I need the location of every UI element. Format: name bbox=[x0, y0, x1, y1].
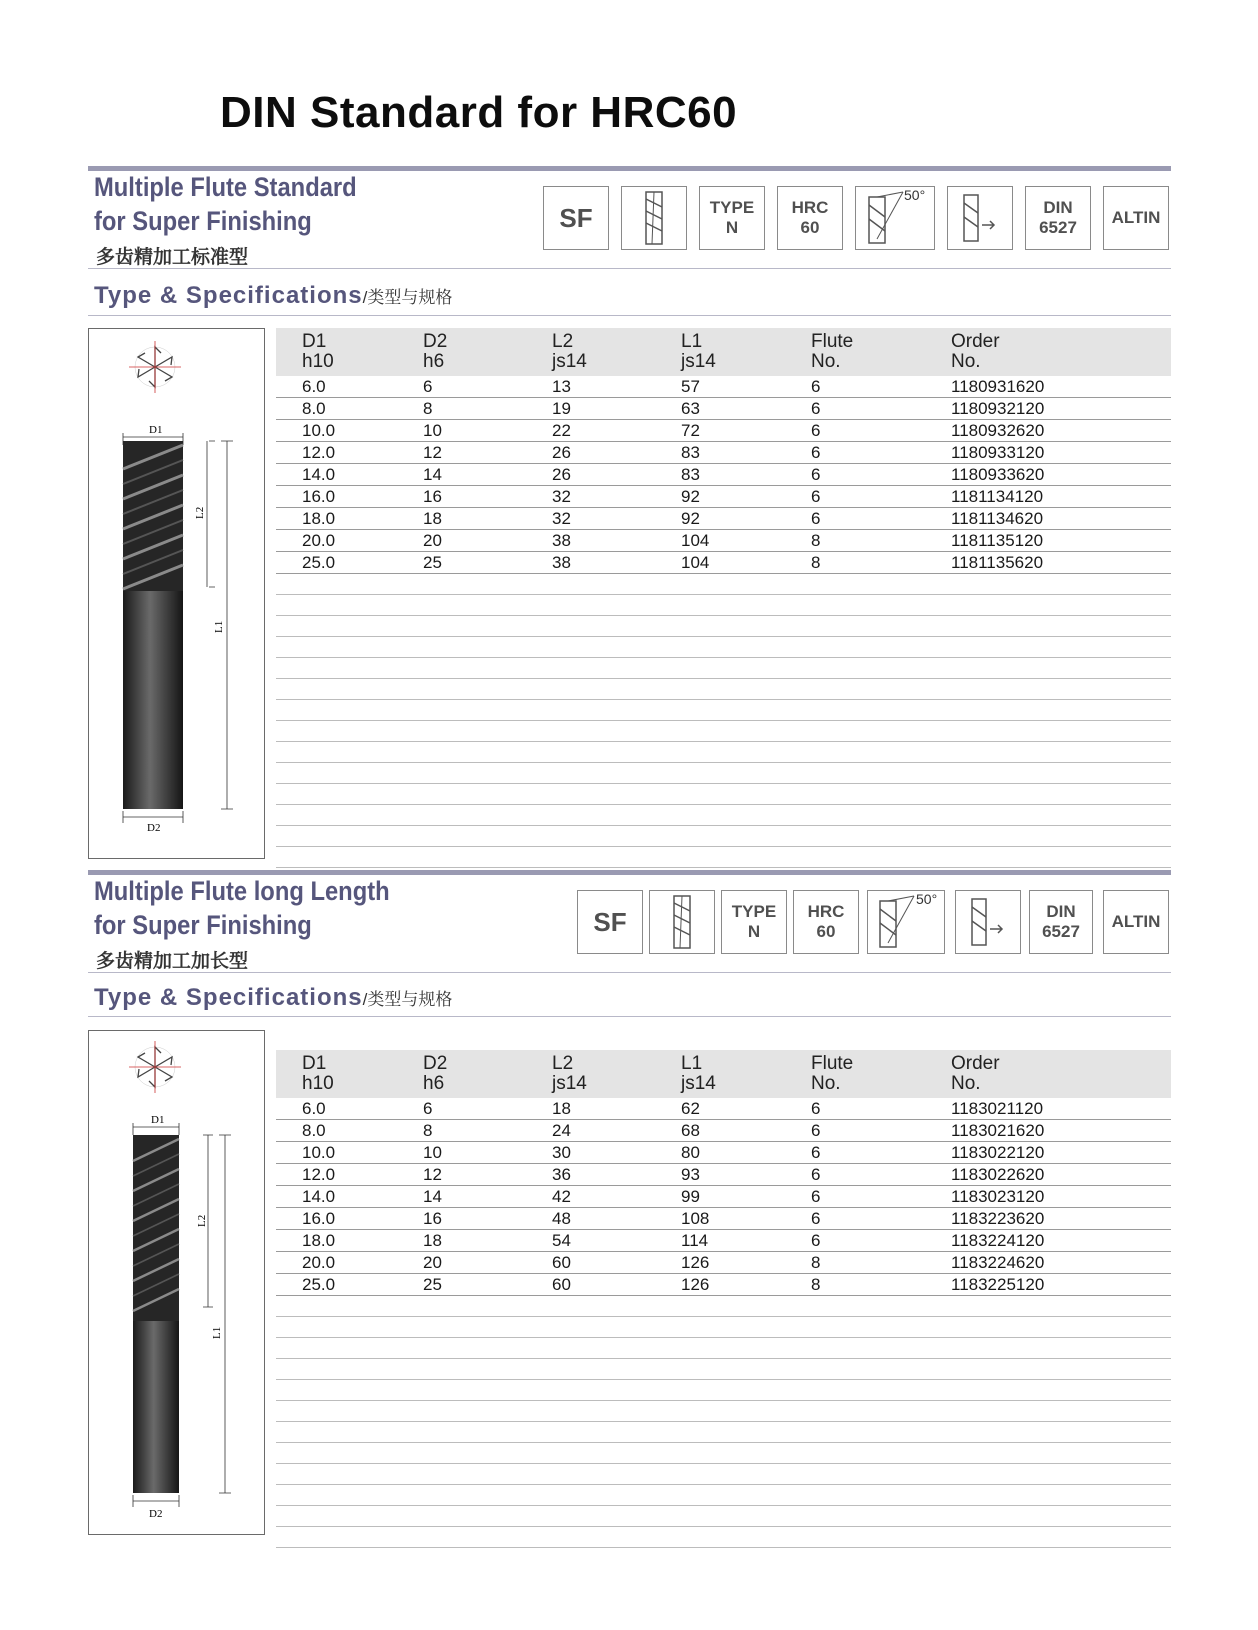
table-cell: 6 bbox=[811, 421, 821, 440]
header-flute-no: No. bbox=[811, 1073, 841, 1094]
table-cell: 38 bbox=[552, 531, 571, 550]
header-l1: L1 bbox=[681, 1053, 703, 1074]
dim-l2-label: L2 bbox=[194, 506, 206, 519]
center-cutting-icon bbox=[947, 186, 1013, 250]
table-cell: 8 bbox=[811, 1253, 821, 1272]
table-cell: 1181134120 bbox=[951, 487, 1044, 506]
table-cell: 6 bbox=[811, 465, 821, 484]
spec-title-en: Type & Specifications bbox=[94, 282, 363, 309]
table-row bbox=[276, 442, 1171, 464]
table-cell: 68 bbox=[681, 1121, 700, 1140]
table-header bbox=[276, 328, 1171, 376]
table-cell: 12 bbox=[423, 1165, 442, 1184]
table-cell: 36 bbox=[552, 1165, 571, 1184]
divider bbox=[88, 1016, 1171, 1017]
empty-row bbox=[276, 616, 1171, 637]
table-row bbox=[276, 1098, 1171, 1120]
table-row bbox=[276, 398, 1171, 420]
table-cell: 32 bbox=[552, 487, 571, 506]
badge-din-value: 6527 bbox=[1039, 218, 1077, 237]
table-cell: 20 bbox=[423, 1253, 442, 1272]
empty-row bbox=[276, 1296, 1171, 1317]
table-row bbox=[276, 530, 1171, 552]
table-cell: 1183022620 bbox=[951, 1165, 1045, 1184]
table-cell: 72 bbox=[681, 421, 700, 440]
table-cell: 6 bbox=[811, 1121, 821, 1140]
badge-type-value: N bbox=[747, 922, 761, 941]
table-row bbox=[276, 1142, 1171, 1164]
dim-l2-label: L2 bbox=[196, 1214, 208, 1227]
header-l2-tol: js14 bbox=[552, 351, 587, 372]
table-row bbox=[276, 508, 1171, 530]
section-title-line1: Multiple Flute Standard bbox=[94, 172, 357, 202]
table-row bbox=[276, 552, 1171, 574]
empty-row bbox=[276, 637, 1171, 658]
table-cell: 8 bbox=[811, 553, 821, 572]
empty-row bbox=[276, 574, 1171, 595]
page-title: DIN Standard for HRC60 bbox=[220, 88, 738, 137]
empty-row bbox=[276, 847, 1171, 868]
table-cell: 16 bbox=[423, 1209, 442, 1228]
table-row bbox=[276, 1230, 1171, 1252]
empty-row bbox=[276, 721, 1171, 742]
helix-angle-label: 50° bbox=[916, 891, 938, 907]
badge-hrc-label: HRC bbox=[791, 198, 829, 217]
dim-d1-label: D1 bbox=[151, 1114, 165, 1126]
empty-row bbox=[276, 805, 1171, 826]
table-row bbox=[276, 1164, 1171, 1186]
section-title-line2: for Super Finishing bbox=[94, 910, 312, 940]
table-cell: 26 bbox=[552, 443, 571, 462]
empty-row bbox=[276, 1401, 1171, 1422]
table-cell: 19 bbox=[552, 399, 571, 418]
table-body bbox=[276, 376, 1171, 574]
table-cell: 12.0 bbox=[302, 1165, 336, 1184]
table-cell: 6 bbox=[811, 377, 821, 396]
table-cell: 1183021620 bbox=[951, 1121, 1045, 1140]
header-order-no: No. bbox=[951, 1073, 981, 1094]
badge-hrc bbox=[793, 890, 859, 954]
table-cell: 6 bbox=[811, 1099, 821, 1118]
table-row bbox=[276, 486, 1171, 508]
table-cell: 25.0 bbox=[302, 1275, 336, 1294]
helix-angle-icon bbox=[855, 186, 935, 250]
end-mill-drawing bbox=[89, 329, 264, 858]
table-cell: 14.0 bbox=[302, 1187, 336, 1206]
table-cell: 20 bbox=[423, 531, 442, 550]
table-row bbox=[276, 464, 1171, 486]
badge-hrc-label: HRC bbox=[807, 902, 845, 921]
table-cell: 8 bbox=[811, 1275, 821, 1294]
table-cell: 8.0 bbox=[302, 399, 326, 418]
table-cell: 104 bbox=[681, 553, 710, 572]
table-cell: 14 bbox=[423, 1187, 442, 1206]
table-row bbox=[276, 1274, 1171, 1296]
table-cell: 16 bbox=[423, 487, 442, 506]
table-cell: 25 bbox=[423, 553, 442, 572]
spec-table bbox=[276, 1050, 1171, 1548]
table-cell: 14 bbox=[423, 465, 442, 484]
table-cell: 6 bbox=[811, 1231, 821, 1250]
table-header bbox=[276, 1050, 1171, 1098]
table-cell: 10 bbox=[423, 421, 442, 440]
badge-coating: ALTIN bbox=[1103, 186, 1169, 250]
empty-row bbox=[276, 658, 1171, 679]
table-cell: 32 bbox=[552, 509, 571, 528]
badge-type-label: TYPE bbox=[731, 902, 777, 921]
table-cell: 1181135120 bbox=[951, 531, 1044, 550]
empty-row bbox=[276, 700, 1171, 721]
table-cell: 24 bbox=[552, 1121, 571, 1140]
helix-angle-label: 50° bbox=[904, 187, 926, 203]
section-title-line1: Multiple Flute long Length bbox=[94, 876, 390, 906]
header-d2-tol: h6 bbox=[423, 351, 445, 372]
header-d2: D2 bbox=[423, 331, 448, 352]
table-cell: 25 bbox=[423, 1275, 442, 1294]
table-cell: 10 bbox=[423, 1143, 442, 1162]
spec-title-cn: /类型与规格 bbox=[362, 990, 453, 1009]
section-title-cn: 多齿精加工标准型 bbox=[96, 247, 249, 268]
table-cell: 18 bbox=[423, 509, 442, 528]
header-d2-tol: h6 bbox=[423, 1073, 445, 1094]
header-l1: L1 bbox=[681, 331, 703, 352]
empty-row bbox=[276, 595, 1171, 616]
empty-row bbox=[276, 1317, 1171, 1338]
table-cell: 18.0 bbox=[302, 1231, 336, 1250]
badge-type bbox=[721, 890, 787, 954]
badge-din bbox=[1025, 186, 1091, 250]
empty-row bbox=[276, 784, 1171, 805]
table-cell: 48 bbox=[552, 1209, 571, 1228]
empty-row bbox=[276, 1422, 1171, 1443]
empty-row bbox=[276, 763, 1171, 784]
end-mill-icon bbox=[649, 890, 715, 954]
spec-title-cn: /类型与规格 bbox=[362, 288, 453, 307]
table-cell: 1180933620 bbox=[951, 465, 1045, 484]
table-cell: 16.0 bbox=[302, 487, 336, 506]
table-cell: 6 bbox=[423, 1099, 433, 1118]
header-order-no: No. bbox=[951, 351, 981, 372]
empty-row bbox=[276, 1464, 1171, 1485]
empty-row bbox=[276, 1485, 1171, 1506]
badge-type bbox=[699, 186, 765, 250]
table-cell: 42 bbox=[552, 1187, 571, 1206]
spec-title bbox=[94, 282, 452, 310]
table-row bbox=[276, 1120, 1171, 1142]
header-d2: D2 bbox=[423, 1053, 448, 1074]
empty-row bbox=[276, 1380, 1171, 1401]
table-empty-rows bbox=[276, 574, 1171, 868]
badge-hrc-value: 60 bbox=[800, 218, 820, 237]
table-cell: 16.0 bbox=[302, 1209, 336, 1228]
table-cell: 6.0 bbox=[302, 1099, 326, 1118]
empty-row bbox=[276, 1527, 1171, 1548]
table-cell: 60 bbox=[552, 1253, 571, 1272]
header-flute: Flute bbox=[811, 331, 854, 352]
table-cell: 25.0 bbox=[302, 553, 336, 572]
table-cell: 18 bbox=[552, 1099, 571, 1118]
empty-row bbox=[276, 826, 1171, 847]
table-cell: 126 bbox=[681, 1275, 710, 1294]
table-cell: 108 bbox=[681, 1209, 710, 1228]
table-cell: 1183224620 bbox=[951, 1253, 1045, 1272]
table-cell: 57 bbox=[681, 377, 700, 396]
end-mill-drawing bbox=[89, 1031, 264, 1534]
table-cell: 8 bbox=[423, 1121, 433, 1140]
table-cell: 8 bbox=[811, 531, 821, 550]
table-cell: 92 bbox=[681, 487, 700, 506]
table-cell: 114 bbox=[681, 1231, 709, 1250]
table-cell: 6 bbox=[811, 443, 821, 462]
table-cell: 1183225120 bbox=[951, 1275, 1045, 1294]
empty-row bbox=[276, 742, 1171, 763]
empty-row bbox=[276, 1359, 1171, 1380]
divider bbox=[88, 972, 1171, 973]
table-cell: 10.0 bbox=[302, 421, 336, 440]
table-cell: 1183021120 bbox=[951, 1099, 1044, 1118]
table-cell: 60 bbox=[552, 1275, 571, 1294]
table-cell: 6 bbox=[423, 377, 433, 396]
table-cell: 1183223620 bbox=[951, 1209, 1045, 1228]
badge-hrc bbox=[777, 186, 843, 250]
header-flute-no: No. bbox=[811, 351, 841, 372]
tool-drawing bbox=[88, 1030, 265, 1535]
table-cell: 6 bbox=[811, 1209, 821, 1228]
center-cutting-icon bbox=[955, 890, 1021, 954]
spec-title-en: Type & Specifications bbox=[94, 984, 363, 1011]
spec-table bbox=[276, 328, 1171, 868]
empty-row bbox=[276, 679, 1171, 700]
table-cell: 54 bbox=[552, 1231, 571, 1250]
table-cell: 93 bbox=[681, 1165, 700, 1184]
dim-l1-label: L1 bbox=[213, 620, 225, 633]
table-empty-rows bbox=[276, 1296, 1171, 1548]
badge-sf: SF bbox=[577, 890, 643, 954]
header-d1: D1 bbox=[302, 331, 327, 352]
empty-row bbox=[276, 1443, 1171, 1464]
badge-coating: ALTIN bbox=[1103, 890, 1169, 954]
table-cell: 1180932620 bbox=[951, 421, 1045, 440]
table-cell: 6 bbox=[811, 1143, 821, 1162]
badge-din-value: 6527 bbox=[1042, 922, 1080, 941]
header-l2: L2 bbox=[552, 1053, 574, 1074]
table-cell: 8.0 bbox=[302, 1121, 326, 1140]
table-cell: 1180931620 bbox=[951, 377, 1045, 396]
table-cell: 6 bbox=[811, 1187, 821, 1206]
table-cell: 104 bbox=[681, 531, 710, 550]
table-cell: 26 bbox=[552, 465, 571, 484]
section-title-cn: 多齿精加工加长型 bbox=[96, 951, 249, 972]
dim-l1-label: L1 bbox=[211, 1326, 223, 1339]
table-cell: 18 bbox=[423, 1231, 442, 1250]
table-cell: 6 bbox=[811, 487, 821, 506]
table-cell: 62 bbox=[681, 1099, 700, 1118]
badge-sf: SF bbox=[543, 186, 609, 250]
end-mill-icon bbox=[621, 186, 687, 250]
table-cell: 126 bbox=[681, 1253, 710, 1272]
badge-din-label: DIN bbox=[1046, 902, 1076, 921]
table-row bbox=[276, 1186, 1171, 1208]
header-d1-tol: h10 bbox=[302, 1073, 334, 1094]
table-cell: 38 bbox=[552, 553, 571, 572]
table-row bbox=[276, 376, 1171, 398]
dim-d1-label: D1 bbox=[149, 424, 163, 436]
table-cell: 83 bbox=[681, 443, 700, 462]
table-cell: 99 bbox=[681, 1187, 700, 1206]
header-d1-tol: h10 bbox=[302, 351, 334, 372]
dim-d2-label: D2 bbox=[149, 1508, 163, 1520]
table-cell: 8 bbox=[423, 399, 433, 418]
section-title-line2: for Super Finishing bbox=[94, 206, 312, 236]
header-l2-tol: js14 bbox=[552, 1073, 587, 1094]
table-cell: 12.0 bbox=[302, 443, 336, 462]
table-cell: 83 bbox=[681, 465, 700, 484]
empty-row bbox=[276, 1338, 1171, 1359]
spec-title bbox=[94, 984, 452, 1012]
table-cell: 6 bbox=[811, 399, 821, 418]
table-row bbox=[276, 1252, 1171, 1274]
header-l2: L2 bbox=[552, 331, 574, 352]
table-cell: 20.0 bbox=[302, 1253, 336, 1272]
table-cell: 80 bbox=[681, 1143, 700, 1162]
badge-din-label: DIN bbox=[1043, 198, 1073, 217]
badge-type-value: N bbox=[725, 218, 739, 237]
header-l1-tol: js14 bbox=[681, 351, 716, 372]
badge-type-label: TYPE bbox=[709, 198, 755, 217]
header-l1-tol: js14 bbox=[681, 1073, 716, 1094]
table-cell: 1180932120 bbox=[951, 399, 1045, 418]
table-cell: 92 bbox=[681, 509, 700, 528]
table-cell: 6.0 bbox=[302, 377, 326, 396]
table-cell: 1181135620 bbox=[951, 553, 1044, 572]
divider bbox=[88, 315, 1171, 316]
table-row bbox=[276, 1208, 1171, 1230]
header-d1: D1 bbox=[302, 1053, 327, 1074]
table-cell: 14.0 bbox=[302, 465, 336, 484]
table-cell: 63 bbox=[681, 399, 700, 418]
table-cell: 1183023120 bbox=[951, 1187, 1045, 1206]
badge-din bbox=[1029, 890, 1093, 954]
table-cell: 12 bbox=[423, 443, 442, 462]
table-cell: 1180933120 bbox=[951, 443, 1045, 462]
table-cell: 1183022120 bbox=[951, 1143, 1045, 1162]
table-cell: 30 bbox=[552, 1143, 571, 1162]
table-cell: 20.0 bbox=[302, 531, 336, 550]
table-cell: 6 bbox=[811, 509, 821, 528]
table-cell: 1183224120 bbox=[951, 1231, 1045, 1250]
table-cell: 13 bbox=[552, 377, 571, 396]
table-cell: 10.0 bbox=[302, 1143, 336, 1162]
divider bbox=[88, 268, 1171, 269]
table-cell: 1181134620 bbox=[951, 509, 1044, 528]
table-body bbox=[276, 1098, 1171, 1296]
header-flute: Flute bbox=[811, 1053, 854, 1074]
header-order: Order bbox=[951, 331, 1000, 352]
tool-drawing bbox=[88, 328, 265, 859]
badge-hrc-value: 60 bbox=[816, 922, 836, 941]
empty-row bbox=[276, 1506, 1171, 1527]
table-cell: 18.0 bbox=[302, 509, 336, 528]
table-row bbox=[276, 420, 1171, 442]
table-cell: 22 bbox=[552, 421, 571, 440]
helix-angle-icon bbox=[867, 890, 945, 954]
table-cell: 6 bbox=[811, 1165, 821, 1184]
dim-d2-label: D2 bbox=[147, 822, 161, 834]
header-order: Order bbox=[951, 1053, 1000, 1074]
